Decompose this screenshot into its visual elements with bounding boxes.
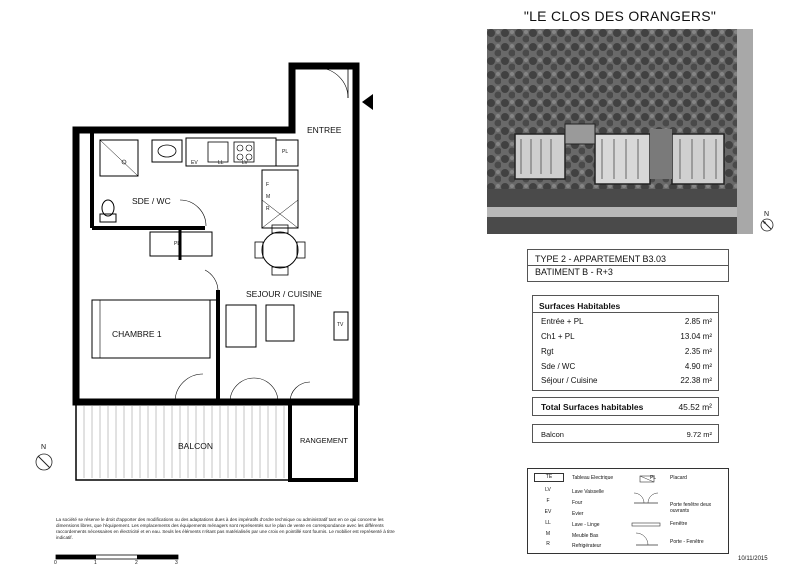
surface-row xyxy=(541,332,712,341)
disclaimer-text: La société se réserve le droit d'apporter des modifications ou des adaptations dues à des impératifs d'ordre technique ou administratif tant en ce qui concerne les dimensions libres, que l'équipement. Les emplacements des équipements ménagers sont représentés sur le plan de vente en correspondance avec les différents raccordements nécessaires en électricité et en eau. Seuls les éléments n'étant pas matérialisés par une croix en pointillé sont fournis. Le mobilier est représenté à titre indicatif. xyxy=(56,517,395,540)
legend-label: Lave Vaisselle xyxy=(572,489,604,495)
legend-code: LL xyxy=(545,520,551,526)
surface-value: 13.04 m² xyxy=(680,332,712,341)
fixture-label: F xyxy=(266,182,270,188)
apartment-type: TYPE 2 - APPARTEMENT B3.03 xyxy=(535,254,667,264)
legend-label: Meuble Bas xyxy=(572,533,599,539)
surface-label: Rgt xyxy=(541,347,554,356)
surfaces-heading: Surfaces Habitables xyxy=(539,301,621,311)
aerial-photo xyxy=(487,29,753,234)
surfaces-box xyxy=(532,295,719,391)
legend-label: Fenêtre xyxy=(670,521,688,527)
legend-code: R xyxy=(546,541,550,547)
legend-code: F xyxy=(546,498,550,504)
aerial-compass xyxy=(757,213,777,233)
fixture-label: PL xyxy=(174,241,181,247)
apartment-info-box xyxy=(527,249,729,282)
legend-code: TE xyxy=(534,473,564,482)
legend-code: EV xyxy=(544,509,552,515)
room-sde-label: SDE / WC xyxy=(132,196,171,206)
total-value: 45.52 m² xyxy=(678,402,712,412)
surface-label: Ch1 + PL xyxy=(541,332,575,341)
document-date: 10/11/2015 xyxy=(738,556,768,562)
surface-row xyxy=(541,317,712,326)
surface-value: 2.85 m² xyxy=(684,317,712,326)
plan-compass xyxy=(36,454,52,470)
fixture-label: LV xyxy=(242,160,248,166)
balcon-box xyxy=(532,424,719,443)
surface-value: 22.38 m² xyxy=(680,376,712,385)
scale-label: 3 xyxy=(175,560,178,566)
fixture-label: TV xyxy=(337,322,344,328)
surface-row xyxy=(541,362,712,371)
fixture-label: EV xyxy=(191,160,198,166)
legend-label: Porte - Fenêtre xyxy=(670,539,704,545)
legend-label: Porte fenêtre deux ouvrants xyxy=(670,502,712,514)
balcon-value: 9.72 m² xyxy=(686,430,712,439)
project-title: "LE CLOS DES ORANGERS" xyxy=(523,8,717,24)
fixture-label: LL xyxy=(218,160,224,166)
fixture-label: PL xyxy=(282,149,289,155)
legend-label: Four xyxy=(572,500,583,506)
plan-north-label: N xyxy=(41,444,47,451)
fixture-label: R xyxy=(266,206,270,212)
legend-code: PL xyxy=(650,475,657,481)
scale-label: 2 xyxy=(135,560,138,566)
balcon-label: Balcon xyxy=(541,430,564,439)
entry-arrow-icon xyxy=(362,94,373,110)
surface-value: 2.35 m² xyxy=(684,347,712,356)
legend-box xyxy=(527,468,729,554)
scale-label: 0 xyxy=(54,560,57,566)
aerial-north-label: N xyxy=(764,211,770,218)
surface-label: Entrée + PL xyxy=(541,317,584,326)
room-entree-label: ENTREE xyxy=(307,125,342,135)
legend-symbols xyxy=(628,471,668,551)
room-sejour-label: SEJOUR / CUISINE xyxy=(246,289,323,299)
surface-row xyxy=(541,347,712,356)
room-chambre-label: CHAMBRE 1 xyxy=(112,329,162,339)
legend-code: LV xyxy=(545,487,551,493)
fixture-label: M xyxy=(266,194,271,200)
legend-label: Lave - Linge xyxy=(572,522,600,528)
room-balcon-label: BALCON xyxy=(178,441,213,451)
surface-label: Sde / WC xyxy=(541,362,576,371)
legend-label: Placard xyxy=(670,475,687,481)
legend-label: Refrigérateur xyxy=(572,543,602,549)
surface-row xyxy=(541,376,712,385)
legend-label: Evier xyxy=(572,511,584,517)
total-surface-box xyxy=(532,397,719,416)
legend-label: Tableau Electrique xyxy=(572,475,614,481)
scale-label: 1 xyxy=(94,560,97,566)
surface-value: 4.90 m² xyxy=(684,362,712,371)
room-rangement-label: RANGEMENT xyxy=(300,436,348,445)
surface-label: Séjour / Cuisine xyxy=(541,376,598,385)
total-label: Total Surfaces habitables xyxy=(541,402,644,412)
legend-code: M xyxy=(545,531,551,537)
scale-bar xyxy=(56,555,178,559)
building-level: BATIMENT B - R+3 xyxy=(535,267,613,277)
